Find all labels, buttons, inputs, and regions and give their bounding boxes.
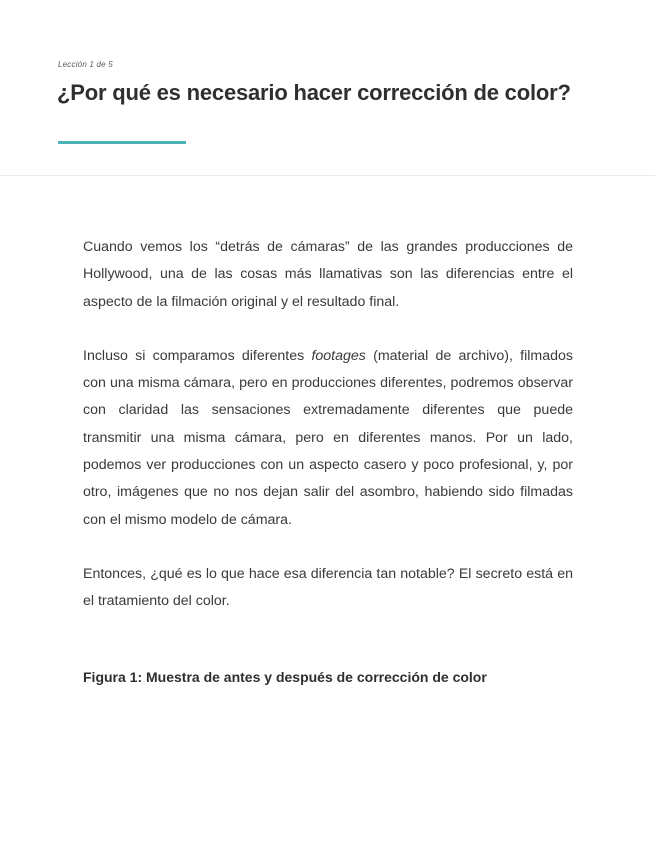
lesson-header [0, 0, 655, 176]
lesson-content [83, 234, 573, 643]
paragraph-footages-text-b: (material de archivo), filmados con una misma cámara, pero en producciones diferentes, podremos observar con claridad las sensaciones extremadamente diferentes que puede transmitir una misma cámara, pero en diferentes manos. Por un lado, podemos ver producciones con un aspecto casero y poco profesional, y, por otro, imágenes que no nos dejan salir del asombro, habiendo sido filmadas con el mismo modelo de cámara. [83, 347, 573, 528]
footages-term: footages [311, 347, 366, 364]
paragraph-conclusion: Entonces, ¿qué es lo que hace esa diferencia tan notable? El secreto está en el tratamiento del color. [83, 565, 573, 610]
lesson-title: ¿Por qué es necesario hacer corrección de color? [57, 80, 571, 105]
paragraph-footages-text-a: Incluso si comparamos diferentes [83, 347, 312, 364]
title-accent-divider [58, 141, 186, 144]
paragraph-intro: Cuando vemos los “detrás de cámaras” de las grandes producciones de Hollywood, una de las cosas más llamativas son las diferencias entre el aspecto de la filmación original y el resultado final. [83, 239, 573, 310]
lesson-counter: Lección 1 de 5 [58, 60, 113, 69]
figure-caption: Figura 1: Muestra de antes y después de corrección de color [83, 669, 487, 685]
paragraph-footages [83, 343, 573, 534]
